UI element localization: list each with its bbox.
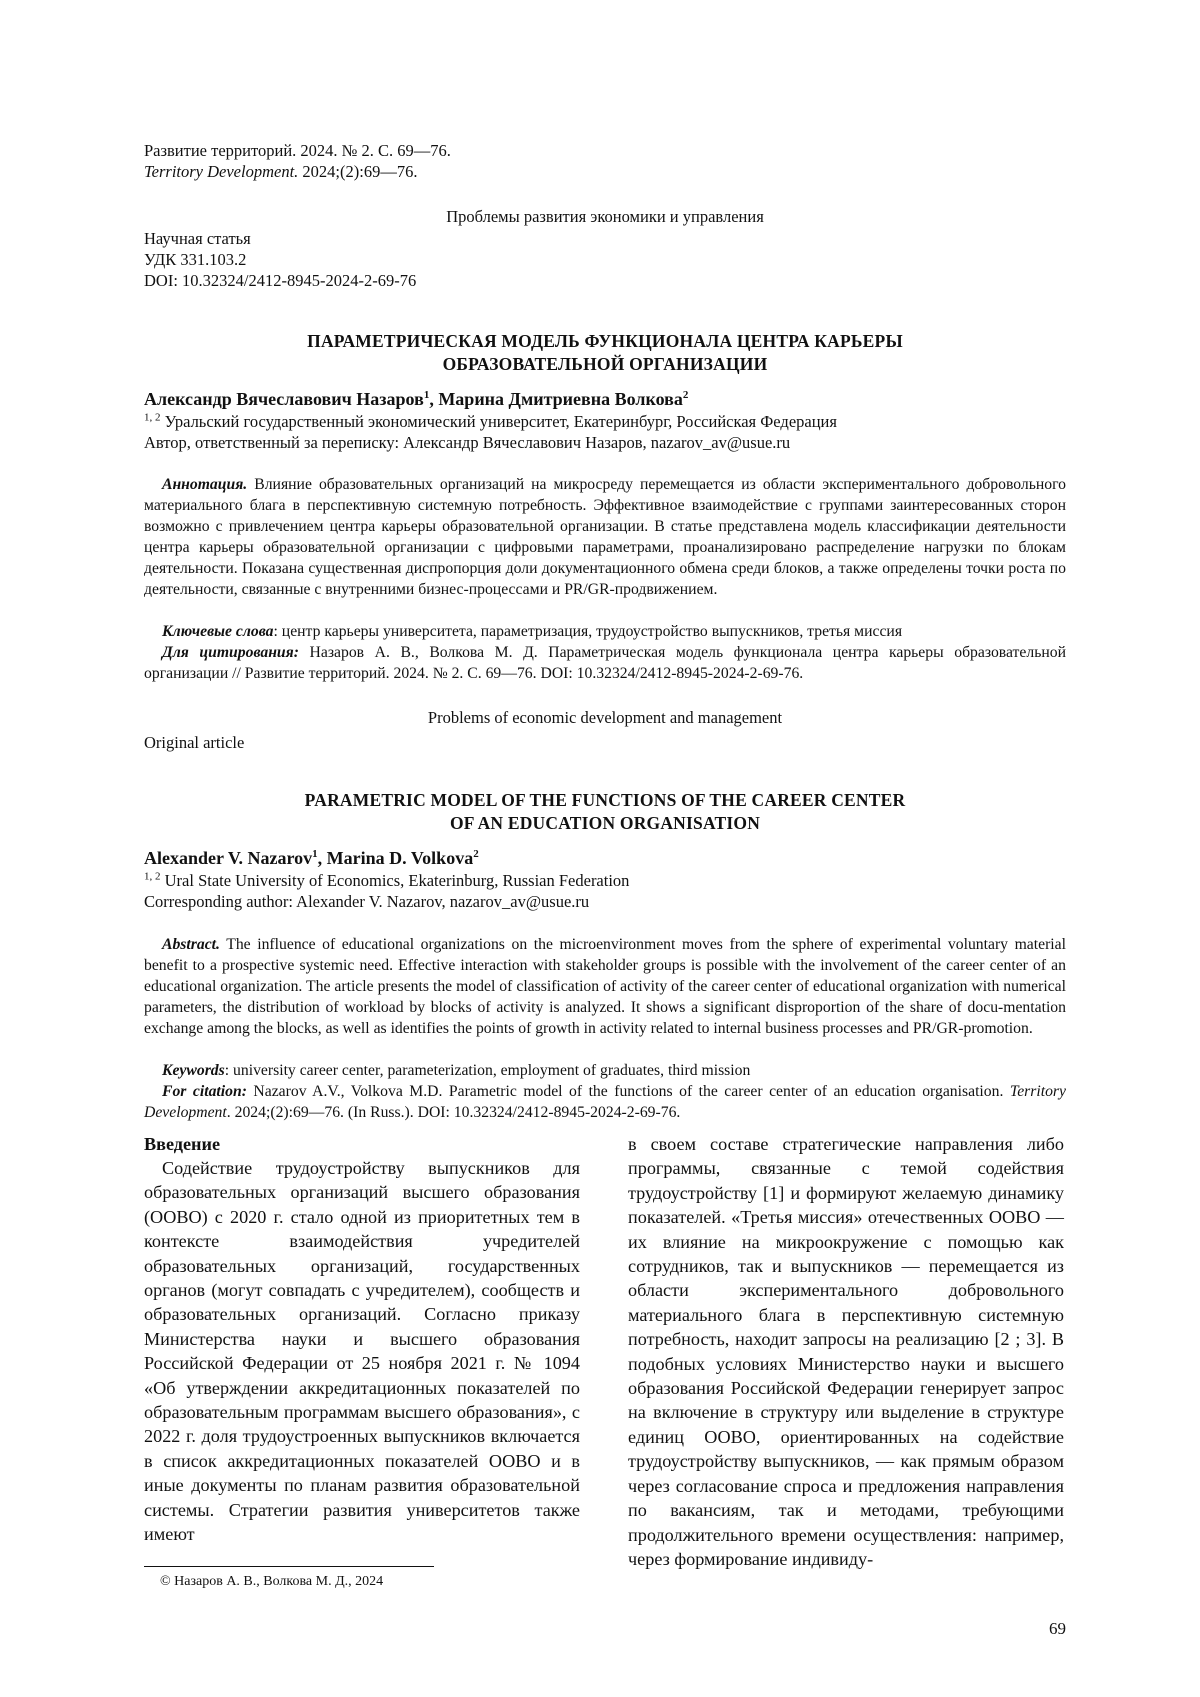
footnote-rule	[144, 1566, 434, 1567]
affiliation-ru	[144, 411, 837, 432]
author-sep-en: ,	[317, 848, 327, 868]
journal-name-en: Territory Development.	[144, 162, 299, 181]
citation-journal-en: Territory Development	[144, 1083, 1066, 1121]
article-title-ru-line1: ПАРАМЕТРИЧЕСКАЯ МОДЕЛЬ ФУНКЦИОНАЛА ЦЕНТРА КАРЬЕРЫ	[307, 331, 903, 351]
article-type-ru: Научная статья	[144, 229, 251, 248]
abstract-label-en: Abstract.	[162, 936, 220, 953]
intro-paragraph-2: в своем составе стратегические направления либо программы, связанные с темой содействия трудоустройству [1] и формируют желаемую динамику показателей. «Третья миссия» отечественных ООВО — их влияние на микроокружение с помощью как сотрудников, так и выпускников — перемещается из области экспериментального добровольного материального блага в перспективную системную потребность, находит запросы на реализацию [2 ; 3]. В подобных условиях Министерство науки и высшего образования Российской Федерации генерирует запрос на включение в структуру или выделение в структуре единиц ООВО, ориентированных на содействие трудоустройству выпускников, — как прямым образом через согласование спроса и предложения направления по вакансиям, так и методами, требующими продолжительного времени осуществления: например, через формирование индивиду-	[628, 1134, 1064, 1569]
intro-paragraph-1: Содействие трудоустройству выпускников для образовательных организаций высшего образования (ООВО) с 2020 г. стало одной из приоритетных тем в контексте взаимодействия учредителей образовательных организаций, государственных органов (могут совпадать с учредителем), сообществ и образовательных организаций. Согласно приказу Министерства науки и высшего образования Российской Федерации от 25 ноября 2021 г. № 1094 «Об утверждении аккредитационных показателей по образовательным программам высшего образования», с 2022 г. доля трудоустроенных выпускников включается в список аккредитационных показателей ООВО и в иные документы по планам развития образовательной системы. Стратегии развития университетов также имеют	[144, 1158, 580, 1545]
article-title-ru-line2: ОБРАЗОВАТЕЛЬНОЙ ОРГАНИЗАЦИИ	[442, 354, 768, 374]
author1-sup-ru: 1	[423, 389, 430, 401]
citation-text-en-a: Nazarov A.V., Volkova M.D. Parametric model of the functions of the career center of an education organisation.	[246, 1083, 1010, 1100]
body-column-right	[628, 1132, 1064, 1571]
abstract-text-ru: Влияние образовательных организаций на микросреду перемещается из области экспериментального добровольного материального блага в перспективную системную потребность. Эффективное взаимодействие с группами заинтересованных сторон возможно с привлечением центра карьеры образовательной организации. В статье представлена модель классификации деятельности центра карьеры образовательной организации с цифровыми параметрами, проанализировано распределение нагрузки по блокам деятельности. Показана существенная диспропорция доли документационного обмена среди блоков, а также определены точки роста по деятельности, связанные с внутренними бизнес-процессами и PR/GR-продвижением.	[144, 476, 1066, 598]
citation-en	[144, 1081, 1066, 1123]
section-title-ru: Проблемы развития экономики и управления	[446, 207, 764, 226]
author1-sup-en: 1	[312, 848, 318, 860]
citation-label-en: For citation:	[162, 1083, 247, 1100]
journal-issue-en: 2024;(2):69—76.	[298, 162, 418, 181]
keywords-ru	[144, 621, 1066, 642]
page-number: 69	[1049, 1619, 1066, 1638]
doi-ru: DOI: 10.32324/2412-8945-2024-2-69-76	[144, 271, 417, 290]
author1-ru: Александр Вячеславович Назаров	[144, 389, 424, 409]
aff-sup-ru: 1, 2	[144, 411, 161, 424]
authors-en	[144, 847, 479, 869]
section-title-en: Problems of economic development and management	[427, 708, 783, 727]
citation-text-ru: Назаров А. В., Волкова М. Д. Параметрическая модель функционала центра карьеры образовательной организации // Развитие территорий. 2024. № 2. С. 69—76. DOI: 10.32324/2412-8945-2024-2-69-76.	[144, 644, 1066, 682]
abstract-en	[144, 934, 1066, 1039]
journal-ref-ru: Развитие территорий. 2024. № 2. С. 69—76.	[144, 141, 451, 160]
author2-ru: Марина Дмитриевна Волкова	[438, 389, 683, 409]
body-column-left	[144, 1156, 580, 1547]
article-title-en-line1: PARAMETRIC MODEL OF THE FUNCTIONS OF THE CAREER CENTER	[304, 790, 906, 810]
affiliation-text-ru: Уральский государственный экономический университет, Екатеринбург, Российская Федерация	[160, 412, 837, 431]
citation-ru	[144, 642, 1066, 684]
citation-text-en-b: . 2024;(2):69—76. (In Russ.). DOI: 10.32324/2412-8945-2024-2-69-76.	[226, 1104, 681, 1121]
keywords-text-ru: : центр карьеры университета, параметризация, трудоустройство выпускников, третья миссия	[273, 623, 903, 640]
udc-code: УДК 331.103.2	[144, 250, 247, 269]
article-title-en-line2: OF AN EDUCATION ORGANISATION	[449, 813, 761, 833]
author1-en: Alexander V. Nazarov	[144, 848, 313, 868]
article-type-en: Original article	[144, 733, 245, 752]
abstract-ru	[144, 474, 1066, 600]
abstract-text-en: The influence of educational organizations on the microenvironment moves from the sphere of experimental voluntary material benefit to a prospective systemic need. Effective interaction with stakeholder groups is possible with the involvement of the career center of an educational organization. The article presents the model of classification of activity of the career center of educational organization with numerical parameters, the distribution of workload by blocks of activity is analyzed. It shows a significant disproportion of the share of docu-mentation exchange among the blocks, as well as identifies the points of growth in activity related to internal business processes and PR/GR-promotion.	[144, 936, 1066, 1037]
keywords-label-en: Keywords	[162, 1062, 225, 1079]
abstract-label-ru: Аннотация.	[162, 476, 248, 493]
copyright-footnote: © Назаров А. В., Волкова М. Д., 2024	[160, 1574, 384, 1589]
keywords-label-ru: Ключевые слова	[162, 623, 274, 640]
aff-sup-en: 1, 2	[144, 870, 161, 883]
author2-en: Marina D. Volkova	[326, 848, 474, 868]
corresponding-author-ru: Автор, ответственный за переписку: Александр Вячеславович Назаров, nazarov_av@usue.ru	[144, 433, 791, 452]
section-heading-introduction: Введение	[144, 1134, 221, 1154]
citation-label-ru: Для цитирования:	[162, 644, 299, 661]
affiliation-text-en: Ural State University of Economics, Ekaterinburg, Russian Federation	[160, 871, 630, 890]
keywords-text-en: : university career center, parameterization, employment of graduates, third mission	[224, 1062, 751, 1079]
corresponding-author-en: Corresponding author: Alexander V. Nazarov, nazarov_av@usue.ru	[144, 892, 590, 911]
author2-sup-ru: 2	[682, 389, 689, 401]
author-sep-ru: ,	[429, 389, 439, 409]
author2-sup-en: 2	[473, 848, 479, 860]
keywords-en	[144, 1060, 1066, 1081]
journal-ref-en	[144, 161, 417, 182]
affiliation-en	[144, 870, 629, 891]
authors-ru	[144, 388, 688, 410]
